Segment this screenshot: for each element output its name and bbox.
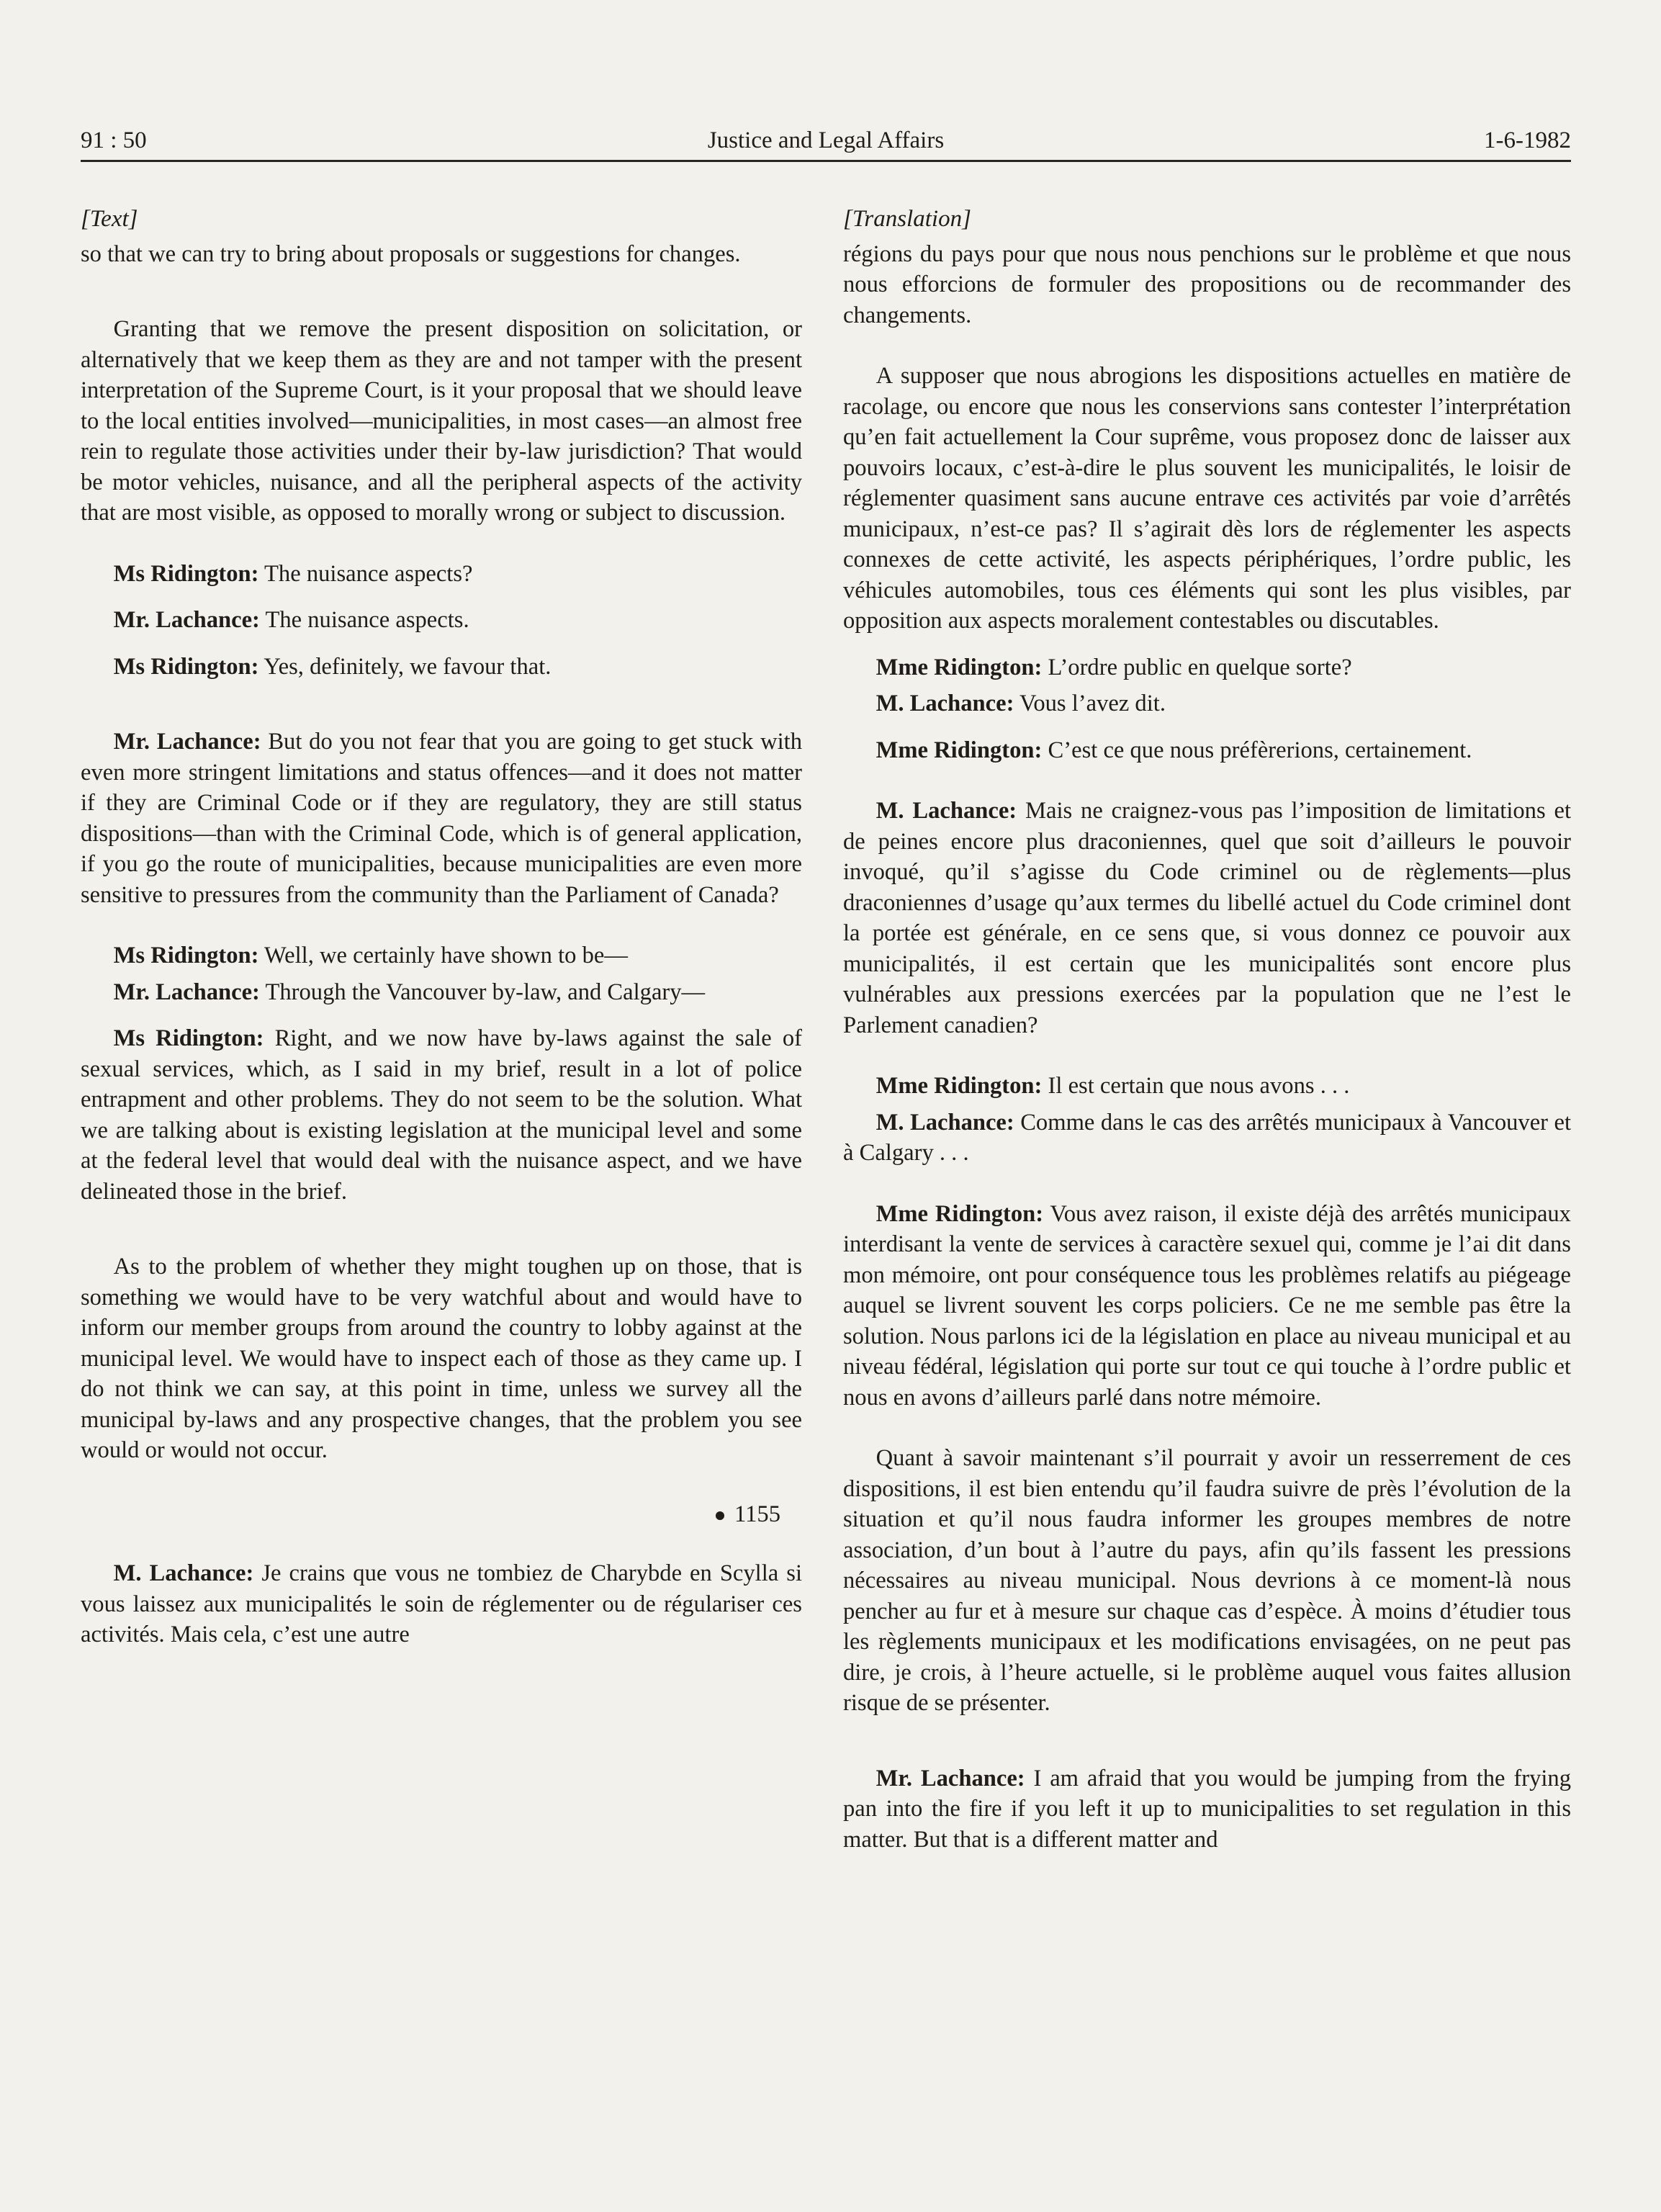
speech-entry bbox=[81, 977, 802, 1008]
speech-entry bbox=[81, 940, 802, 971]
paragraph: Quant à savoir maintenant s’il pourrait y avoir un resserrement de ces dispositions, il est bien entendu qu’il faudra suivre de près l’évolution de la situation et qu’il nous faudra informer les groupes membres de notre association, d’un bout à l’autre du pays, afin qu’ils fassent les pressions nécessaires au niveau municipal. Nous devrions à ce moment-là nous pencher au fur et à mesure sur chaque cas d’espèce. À moins d’étudier tous les règlements municipaux et les modifications envisagées, on ne peut pas dire, je crois, à l’heure actuelle, si le problème auquel vous faites allusion risque de se présenter. bbox=[843, 1445, 1571, 1716]
speech-entry bbox=[81, 559, 802, 590]
bullet-icon bbox=[716, 1511, 724, 1520]
speaker-name: Ms Ridington: bbox=[113, 653, 259, 680]
french-column bbox=[843, 204, 1571, 1855]
speech-entry bbox=[81, 652, 802, 683]
speech-text: But do you not fear that you are going to get stuck with even more stringent limitations and status offences—and it does not matter if they are Criminal Code or if they are regulatory, they are still status dispositions—than with the Criminal Code, which is of general application, if you go the route of municipalities, because municipalities are even more sensitive to pressures from the community than the Parliament of Canada? bbox=[81, 729, 802, 908]
speech-text: Je crains que vous ne tombiez de Charybde en Scylla si vous laissez aux municipalités le soin de réglementer ou de régulariser ces activités. Mais cela, c’est une autre bbox=[81, 1560, 802, 1647]
speech-text: Comme dans le cas des arrêtés municipaux à Vancouver et à Calgary . . . bbox=[843, 1109, 1571, 1166]
language-label: [Translation] bbox=[843, 206, 971, 232]
speaker-name: Mr. Lachance: bbox=[113, 729, 261, 755]
page-number: 91 : 50 bbox=[81, 127, 147, 153]
page-title: Justice and Legal Affairs bbox=[707, 127, 945, 153]
speech-entry bbox=[843, 796, 1571, 1040]
speech-text: Right, and we now have by-laws against the sale of sexual services, which, as I said in my brief, result in a lot of police entrapment and other problems. They do not seem to be the solution. What we are talking about is existing legislation at the municipal level and some at the federal level that would deal with the nuisance aspect, and we have delineated those in the brief. bbox=[81, 1025, 802, 1205]
speech-text: The nuisance aspects? bbox=[258, 560, 473, 587]
speech-entry bbox=[843, 1199, 1571, 1413]
speech-entry bbox=[81, 1558, 802, 1650]
speech-entry bbox=[843, 1763, 1571, 1856]
speech-text: I am afraid that you would be jumping from the frying pan into the fire if you left it up to municipalities to set regulation in this matter. But that is a different matter and bbox=[843, 1765, 1571, 1853]
speaker-name: Mr. Lachance: bbox=[113, 979, 260, 1005]
speaker-name: Mme Ridington: bbox=[875, 737, 1043, 763]
speaker-name: Mr. Lachance: bbox=[113, 607, 260, 633]
paragraph: so that we can try to bring about proposals or suggestions for changes. bbox=[81, 240, 741, 267]
time-marker bbox=[81, 1499, 780, 1530]
speech-text: Vous avez raison, il existe déjà des arrêtés municipaux interdisant la vente de services à caractère sexuel qui, comme je l’ai dit dans mon mémoire, ont pour conséquence tous les problèmes relatifs au piégeage auquel se livrent souvent les corps policiers. Ce ne me semble pas être la solution. Nous parlons ici de la législation en place au niveau municipal et au niveau fédéral, législation qui porte sur tout ce qui touche à l’ordre public et nous en avons d’ailleurs parlé dans notre mémoire. bbox=[843, 1200, 1571, 1411]
speech-entry bbox=[843, 1071, 1571, 1102]
speech-text: Well, we certainly have shown to be— bbox=[258, 943, 628, 968]
speaker-name: M. Lachance: bbox=[875, 798, 1017, 824]
speaker-name: Mme Ridington: bbox=[875, 654, 1043, 680]
speaker-name: Ms Ridington: bbox=[113, 560, 259, 587]
speaker-name: M. Lachance: bbox=[875, 1109, 1014, 1136]
speech-entry bbox=[843, 1107, 1571, 1169]
english-column bbox=[81, 204, 802, 1650]
time-marker-text: 1155 bbox=[734, 1501, 780, 1527]
speech-text: The nuisance aspects. bbox=[259, 607, 469, 633]
paragraph: As to the problem of whether they might toughen up on those, that is something we would have to be very watchful about and would have to inform our member groups from around the country to lobby against at the municipal level. We would have to inspect each of those as they came up. I do not think we can say, at this point in time, unless we survey all the municipal by-laws and any prospective changes, that the problem you see would or would not occur. bbox=[81, 1254, 802, 1463]
speech-text: Yes, definitely, we favour that. bbox=[258, 653, 552, 680]
speaker-name: Mr. Lachance: bbox=[875, 1765, 1025, 1791]
speaker-name: Mme Ridington: bbox=[875, 1200, 1044, 1227]
speech-text: L’ordre public en quelque sorte? bbox=[1042, 654, 1352, 680]
paragraph: régions du pays pour que nous nous penchions sur le problème et que nous nous efforcions de formuler des propositions ou de recommander des changements. bbox=[843, 240, 1571, 328]
speaker-name: M. Lachance: bbox=[113, 1560, 254, 1586]
speaker-name: Ms Ridington: bbox=[113, 1025, 264, 1051]
page-date: 1-6-1982 bbox=[1484, 127, 1571, 153]
speech-entry bbox=[81, 605, 802, 636]
paragraph: A supposer que nous abrogions les dispositions actuelles en matière de racolage, ou encore que nous les conservions sans contester l’interprétation qu’en fait actuellement la Cour suprême, vous proposez donc de laisser aux pouvoirs locaux, c’est-à-dire le plus souvent les municipalités, le loisir de réglementer quasiment sans aucune entrave ces activités par voie d’arrêtés municipaux, n’est-ce pas? Il s’agirait dès lors de réglementer les aspects connexes de cette activité, les aspects périphériques, l’ordre public, les véhicules automobiles, tous ces éléments qui sont les plus visibles, par opposition aux aspects moralement contestables ou discutables. bbox=[843, 363, 1571, 634]
paragraph: Granting that we remove the present disposition on solicitation, or alternatively that we keep them as they are and not tamper with the present interpretation of the Supreme Court, is it your proposal that we should leave to the local entities involved—municipalities, in most cases—an almost free rein to regulate those activities under their by-law jurisdiction? That would be motor vehicles, nuisance, and all the peripheral aspects of the activity that are most visible, as opposed to morally wrong or subject to discussion. bbox=[81, 316, 802, 526]
speech-entry bbox=[843, 688, 1571, 719]
speech-text: Il est certain que nous avons . . . bbox=[1042, 1073, 1350, 1099]
speech-entry bbox=[843, 735, 1571, 766]
speech-text: C’est ce que nous préfèrerions, certainement. bbox=[1042, 737, 1472, 763]
speech-entry bbox=[843, 652, 1571, 683]
page-header bbox=[81, 122, 1571, 162]
speech-entry bbox=[81, 1023, 802, 1207]
speech-text: Vous l’avez dit. bbox=[1014, 691, 1166, 716]
speaker-name: Mme Ridington: bbox=[875, 1073, 1043, 1099]
speaker-name: Ms Ridington: bbox=[113, 943, 259, 968]
speech-entry bbox=[81, 727, 802, 910]
language-label: [Text] bbox=[81, 206, 138, 232]
speech-text: Mais ne craignez-vous pas l’imposition de limitations et de peines encore plus draconiennes, quel que soit d’ailleurs le pouvoir invoqué, qu’il s’agisse du Code criminel ou de règlements—plus draconiennes d’usage qu’aux termes du libellé actuel du Code criminel dont la portée est générale, en ce sens que, si vous donnez ce pouvoir aux municipalités, il est certain que les municipalités sont encore plus vulnérables aux pressions exercées par la population que ne l’est le Parlement canadien? bbox=[843, 798, 1571, 1038]
speaker-name: M. Lachance: bbox=[875, 691, 1014, 716]
speech-text: Through the Vancouver by-law, and Calgary— bbox=[259, 979, 706, 1005]
